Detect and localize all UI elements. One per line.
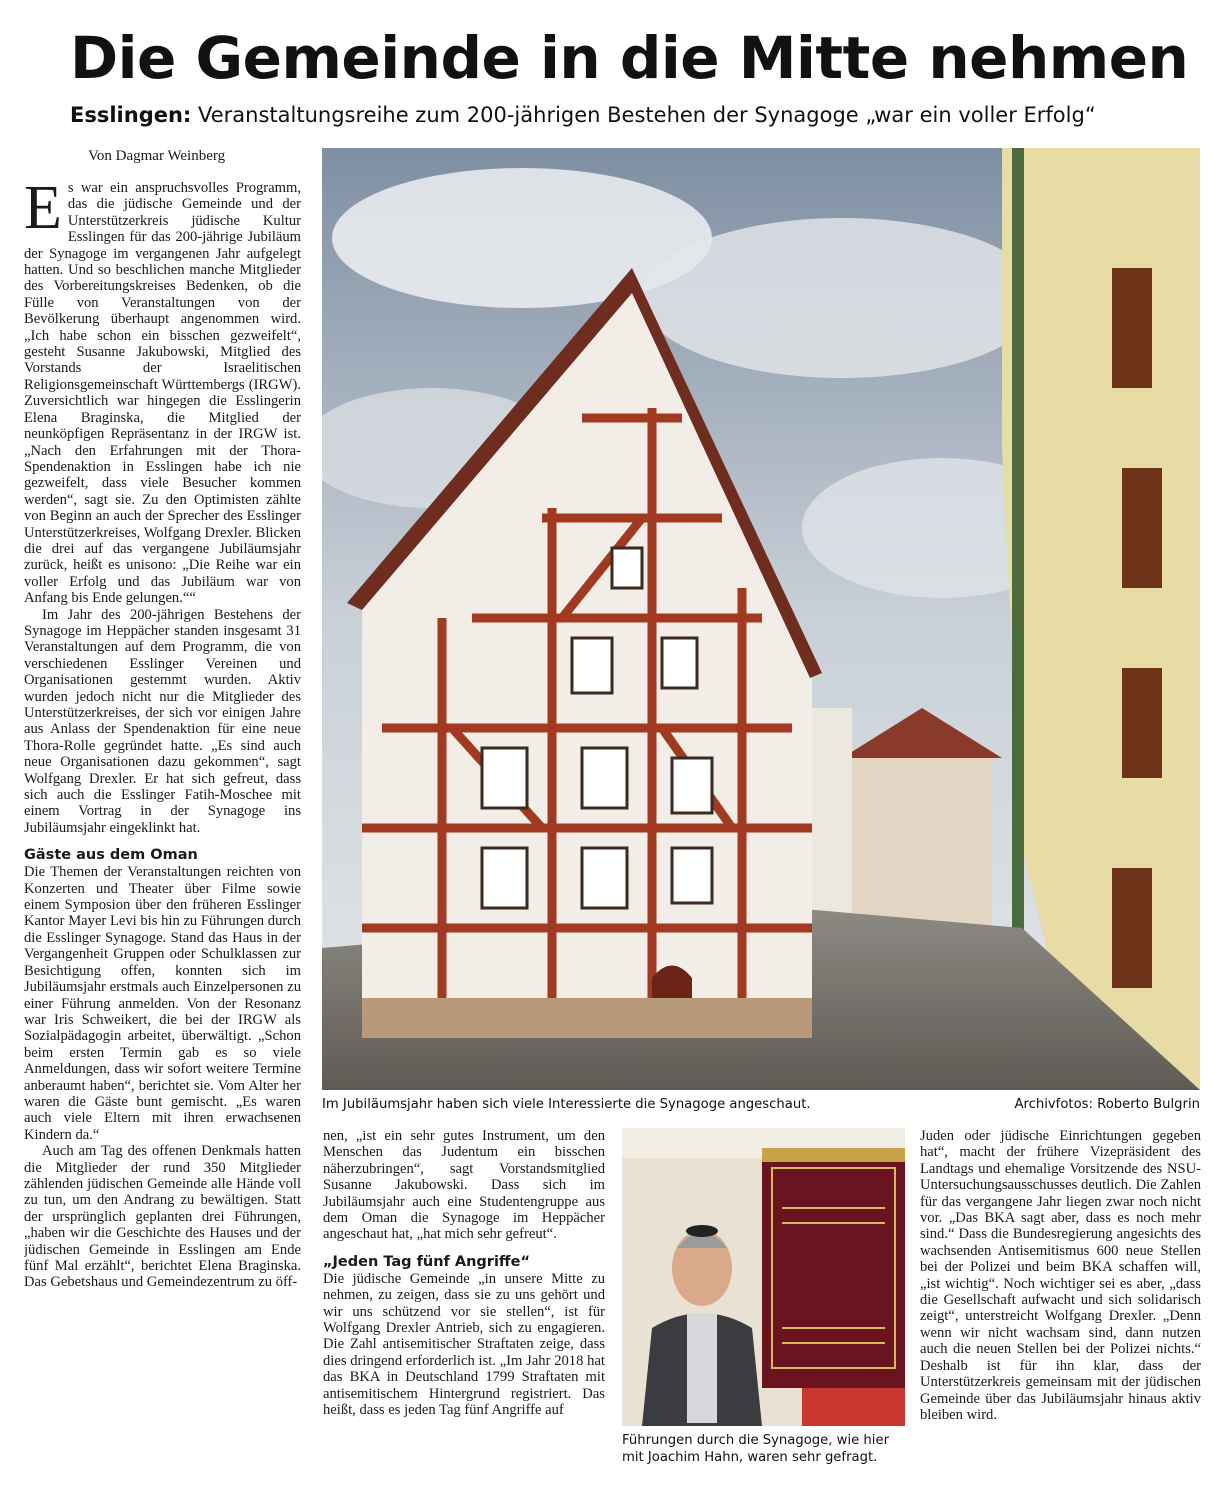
synagogue-illustration: [322, 148, 1200, 1090]
paragraph: Die Themen der Veranstaltungen reichten von Konzerten und Theater über Filme sowie einem Symposion über den früheren Esslinger Kantor Mayer Levi bis hin zu Führungen durch die Esslinger Synagoge. Stand das Haus in der Vergangenheit Gruppen oder Schulklassen zur Besichtigung offen, konnten sich im Jubiläumsjahr erstmals auch Einzelpersonen zu einer Führung anmelden. Von der Resonanz war Iris Schweikert, die bei der IRGW als Sozialpädagogin arbeitet, überwältigt. „Schon beim ersten Termin gab es so viele Anmeldungen, dass wir sofort weitere Termine anberaumt haben“, berichtet sie. Vom Alter her waren die Gäste bunt gemischt. „Es waren auch viele Eltern mit ihren erwachsenen Kindern da.“: [24, 864, 301, 1143]
main-photo-caption: Im Jubiläumsjahr haben sich viele Interessierte die Synagoge angeschaut.: [322, 1097, 811, 1112]
article-column-2: [323, 1128, 605, 1493]
synagogue-photo: [322, 148, 1200, 1090]
article-column-3: [920, 1128, 1201, 1493]
paragraph: Die jüdische Gemeinde „in unsere Mitte zu nehmen, zu zeigen, dass sie zu uns gehört und wir uns schützend vor sie stellen“, ist für Wolfgang Drexler Antrieb, sich zu engagieren. Die Zahl antisemitischer Straftaten zeige, dass dies dringend erforderlich ist. „Im Jahr 2018 hat das BKA in Deutschland 1799 Straftaten mit antisemitischem Hintergrund registriert. Das heißt, dass es jeden Tag fünf Angriffe auf: [323, 1270, 605, 1419]
tour-photo: [622, 1128, 905, 1426]
paragraph: nen, „ist ein sehr gutes Instrument, um den Menschen das Judentum ein bisschen näherzubringen“, sagt Vorstandsmitglied Susanne Jakubowski. Dass sich im Jubiläumsjahr auch eine Studentengruppe aus dem Oman die Synagoge im Heppächer angeschaut hat, „hat mich sehr gefreut“.: [323, 1128, 605, 1243]
paragraph: Im Jahr des 200-jährigen Bestehens der Synagoge im Heppächer standen insgesamt 31 Veranstaltungen auf dem Programm, die von verschiedenen Esslinger Vereinen und Organisationen gestemmt wurden. Aktiv wurden jedoch nicht nur die Mitglieder des Unterstützerkreises, der sich vor einigen Jahre aus Anlass der Spendenaktion für eine neue Thora-Rolle gegründet hatte. „Es sind auch neue Organisationen dazu gekommen“, sagt Wolfgang Drexler. Er hat sich gefreut, dass sich auch die Esslinger Fatih-Moschee mit einem Vortrag in der Synagoge ins Jubiläumsjahr eingeklinkt hat.: [24, 606, 301, 836]
subheading-guests: Gäste aus dem Oman: [24, 847, 198, 864]
article-column-1: [24, 180, 301, 1490]
paragraph: Juden oder jüdische Einrichtungen gegeben hat“, macht der frühere Vizepräsident des Landtags und ehemalige Vorsitzende des NSU-Untersuchungsausschusses deutlich. Die Zahlen für das vergangene Jahr liegen zwar noch nicht vor. „Das BKA sagt aber, dass es noch mehr sind.“ Dass die Bundesregierung angesichts des wachsenden Antisemitismus 600 neue Stellen bei der Polizei und beim BKA schaffen will, „ist wichtig“. Noch wichtiger sei es aber, „dass die Gesellschaft aufwacht und sich solidarisch zeigt“, unterstreicht Wolfgang Drexler. „Denn wenn wir nicht wachsam sind, dann nutzen auch die neuen Stellen bei der Polizei nichts.“ Deshalb ist für ihn klar, dass der Unterstützerkreis gemeinsam mit der jüdischen Gemeinde über das Jubiläumsjahr hinaus aktiv bleiben wird.: [920, 1128, 1201, 1423]
tour-illustration: [622, 1128, 905, 1426]
paragraph: s war ein anspruchsvolles Programm, das die jüdische Gemeinde und der Unterstützerkreis jüdische Kultur Esslingen für das 200-jährige Jubiläum der Synagoge im vergangenen Jahr aufgelegt hatten. Und so beschlichen manche Mitglieder des Vorbereitungskreises Bedenken, ob die Fülle von Veranstaltungen von der Bevölkerung überhaupt angenommen wird. „Ich habe schon ein bisschen gezweifelt“, gesteht Susanne Jakubowski, Mitglied des Vorstands der Israelitischen Religionsgemeinschaft Württembergs (IRGW). Zuversichtlich war hingegen die Esslingerin Elena Braginska, die Mitglied der neunköpfigen Repräsentanz in der IRGW ist. „Nach den Erfahrungen mit der Thora-Spendenaktion in Esslingen habe ich nie gezweifelt, dass viele Besucher kommen werden“, sagt sie. Zu den Optimisten zählte von Beginn an auch der Sprecher des Esslinger Unterstützerkreises, Wolfgang Drexler. Blicken die drei auf das vergangene Jubiläumsjahr zurück, heißt es unisono: „Die Reihe war ein voller Erfolg und das Jubiläum war von Anfang bis Ende gelungen.““: [24, 180, 301, 607]
byline: Von Dagmar Weinberg: [88, 148, 226, 164]
subline-kicker: Esslingen:: [70, 103, 192, 127]
photo-credit: Archivfotos: Roberto Bulgrin: [1014, 1097, 1200, 1112]
subline-text: Veranstaltungsreihe zum 200-jährigen Bestehen der Synagoge „war ein voller Erfolg“: [191, 103, 1096, 127]
subline: [70, 100, 1210, 130]
headline: Die Gemeinde in die Mitte nehmen: [70, 24, 1189, 92]
tour-photo-caption: Führungen durch die Synagoge, wie hier mit Joachim Hahn, waren sehr gefragt.: [622, 1433, 889, 1465]
subheading-attacks: „Jeden Tag fünf Angriffe“: [323, 1253, 531, 1270]
paragraph: Auch am Tag des offenen Denkmals hatten die Mitglieder der rund 350 Mitglieder zählenden jüdischen Gemeinde alle Hände voll zu tun, um den Andrang zu bewältigen. Statt der ursprünglich geplanten drei Führungen, „haben wir die Geschichte des Hauses und der jüdischen Gemeinde in Esslingen am Ende fünf Mal erzählt“, berichtet Elena Braginska. Das Gebetshaus und Gemeindezentrum zu öff-: [24, 1143, 301, 1291]
dropcap: E: [24, 180, 62, 242]
